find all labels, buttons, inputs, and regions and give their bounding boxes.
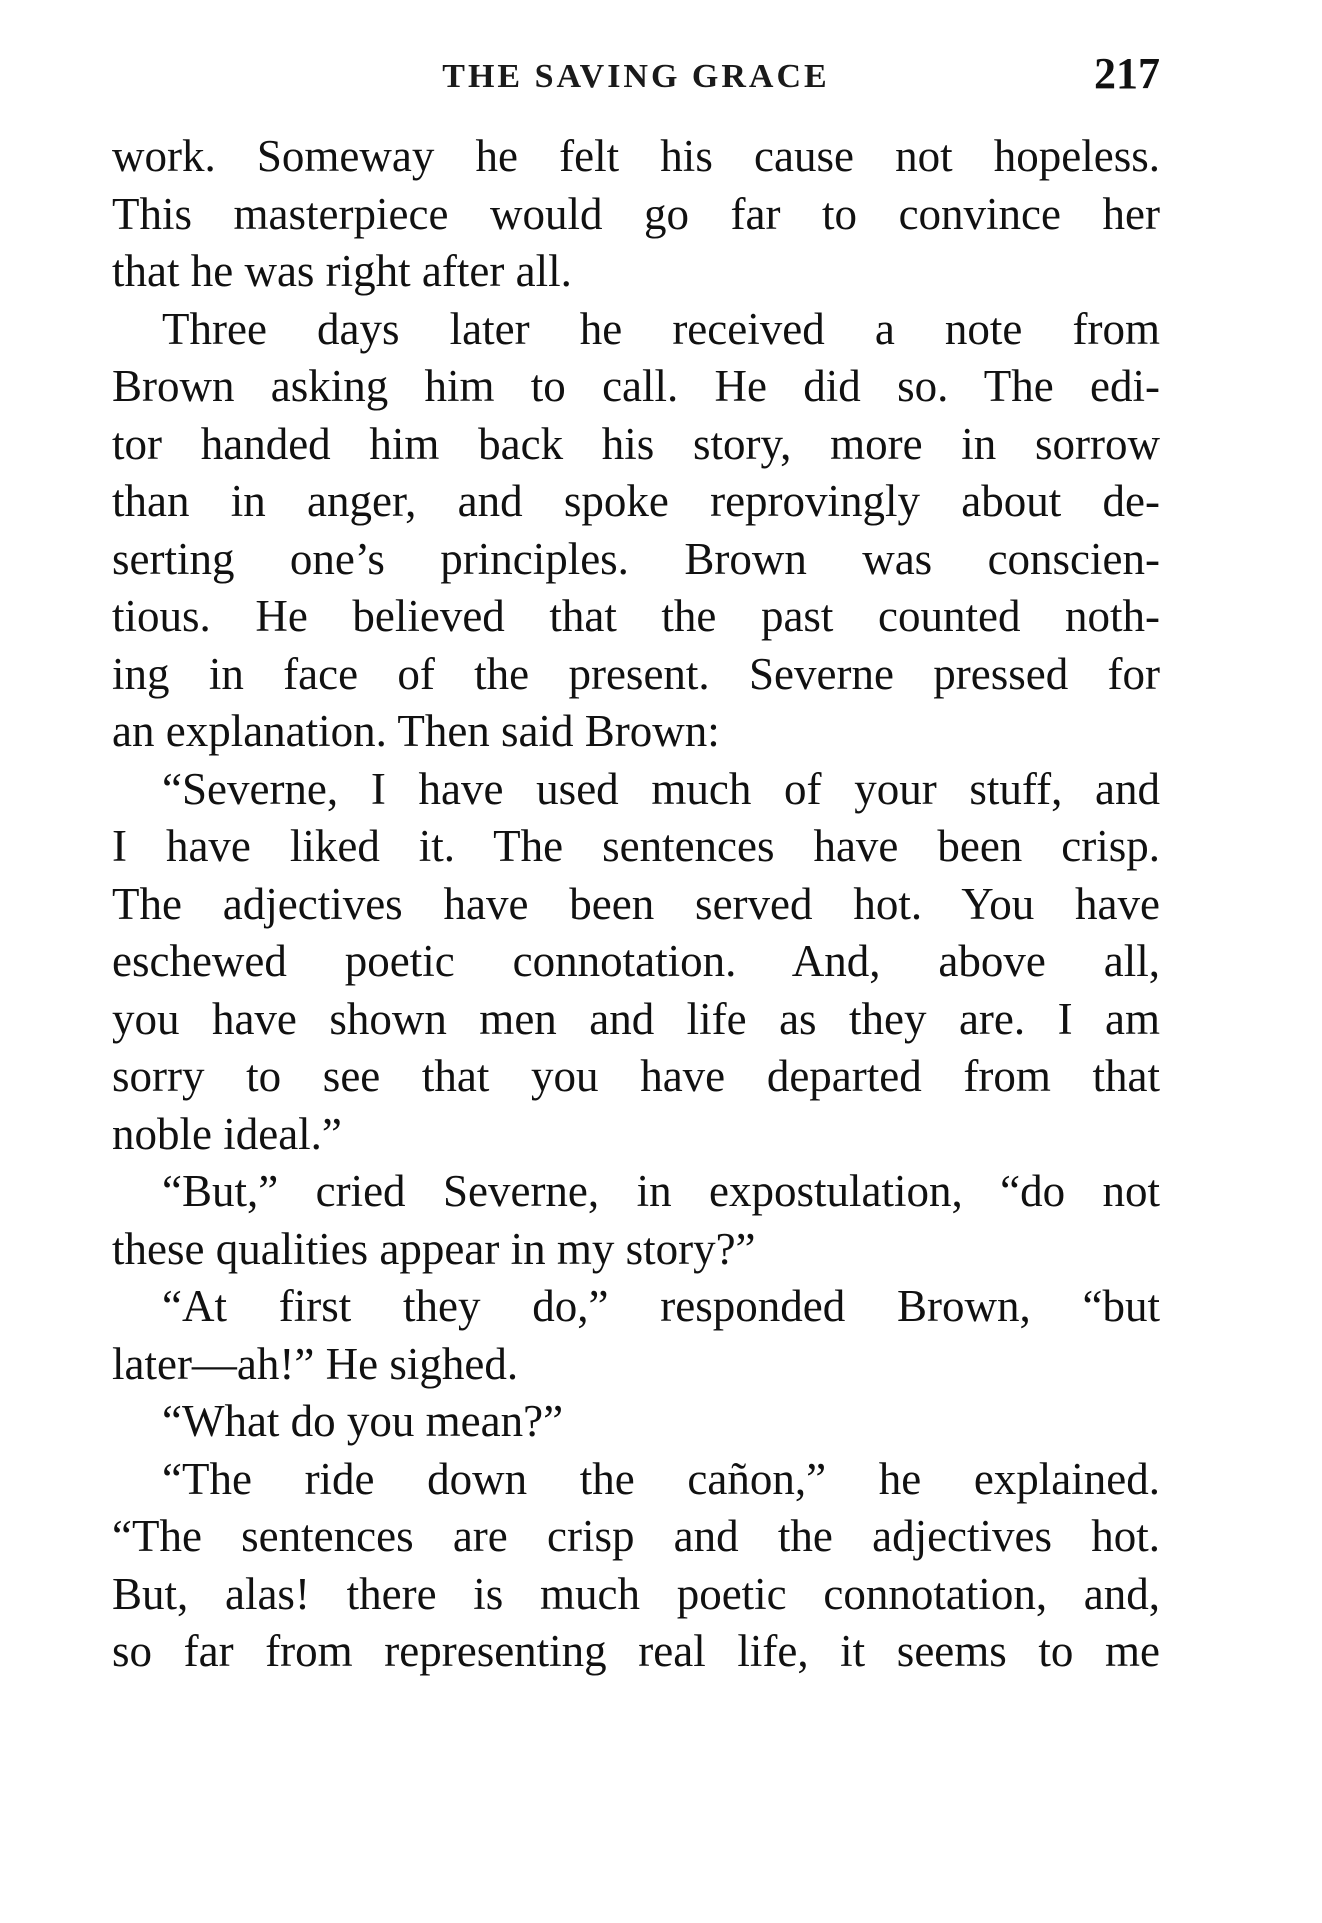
text-line: noble ideal.” bbox=[112, 1108, 342, 1159]
text-line: But, alas! there is much poetic connotation, and, bbox=[112, 1568, 1160, 1619]
text-line: an explanation. Then said Brown: bbox=[112, 706, 720, 756]
text-line: that he was right after all. bbox=[112, 246, 572, 296]
text-line: “But,” cried Severne, in expostulation, “do not bbox=[162, 1166, 1160, 1216]
text-line: I have liked it. The sentences have been crisp. bbox=[112, 821, 1160, 871]
running-title: THE SAVING GRACE bbox=[442, 58, 830, 95]
text-line: Three days later he received a note from bbox=[162, 303, 1160, 354]
body-text bbox=[112, 128, 1160, 1681]
text-line: “The sentences are crisp and the adjectives hot. bbox=[112, 1511, 1160, 1561]
text-line: serting one’s principles. Brown was conscien- bbox=[112, 533, 1160, 584]
text-line: “At first they do,” responded Brown, “but bbox=[162, 1281, 1160, 1331]
text-line: tious. He believed that the past counted noth- bbox=[112, 591, 1160, 641]
text-line: This masterpiece would go far to convince her bbox=[112, 188, 1160, 239]
text-line: ing in face of the present. Severne pressed for bbox=[112, 648, 1160, 699]
text-line: than in anger, and spoke reprovingly about de- bbox=[112, 476, 1160, 526]
page-number: 217 bbox=[1094, 49, 1160, 98]
text-line: Brown asking him to call. He did so. The edi- bbox=[112, 361, 1160, 411]
text-line: these qualities appear in my story?” bbox=[112, 1223, 756, 1274]
text-line: “The ride down the cañon,” he explained. bbox=[162, 1453, 1160, 1504]
text-line: The adjectives have been served hot. You have bbox=[112, 878, 1160, 929]
text-line: tor handed him back his story, more in sorrow bbox=[112, 418, 1160, 469]
text-line: “Severne, I have used much of your stuff, and bbox=[162, 763, 1160, 814]
text-line: work. Someway he felt his cause not hopeless. bbox=[112, 131, 1160, 181]
page-header bbox=[112, 48, 1160, 108]
text-line: later—ah!” He sighed. bbox=[112, 1338, 519, 1389]
text-line: eschewed poetic connotation. And, above all, bbox=[112, 936, 1160, 986]
text-line: “What do you mean?” bbox=[162, 1396, 564, 1446]
text-line: you have shown men and life as they are. I am bbox=[112, 993, 1160, 1044]
text-line: sorry to see that you have departed from that bbox=[112, 1051, 1160, 1101]
text-line: so far from representing real life, it seems to me bbox=[112, 1626, 1160, 1676]
